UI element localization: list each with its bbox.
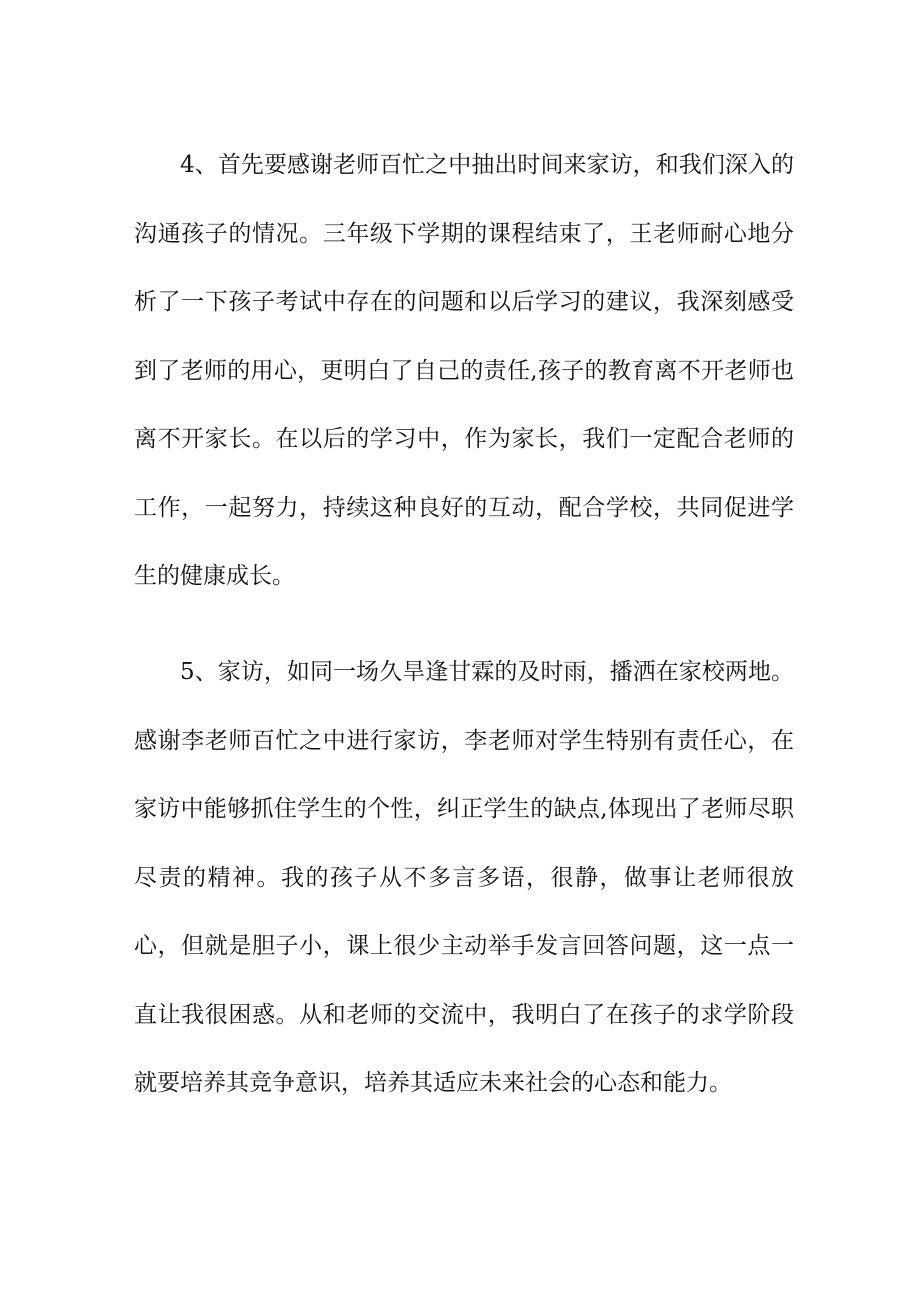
paragraph-4: 4、首先要感谢老师百忙之中抽出时间来家访，和我们深入的沟通孩子的情况。三年级下学期的课程结束了，王老师耐心地分析了一下孩子考试中存在的问题和以后学习的建议，我深刻感受到了老师的用心，更明白了自己的责任,孩子的教育离不开老师也离不开家长。在以后的学习中，作为家长，我们一定配合老师的工作，一起努力，持续这种良好的互动，配合学校，共同促进学生的健康成长。 [134, 152, 794, 589]
paragraph-5: 5、家访，如同一场久旱逢甘霖的及时雨，播洒在家校两地。感谢李老师百忙之中进行家访，李老师对学生特别有责任心，在家访中能够抓住学生的个性，纠正学生的缺点,体现出了老师尽职尽责的精神。我的孩子从不多言多语，很静，做事让老师很放心，但就是胆子小，课上很少主动举手发言回答问题，这一点一直让我很困惑。从和老师的交流中，我明白了在孩子的求学阶段就要培养其竞争意识，培养其适应未来社会的心态和能力。 [134, 659, 794, 1096]
